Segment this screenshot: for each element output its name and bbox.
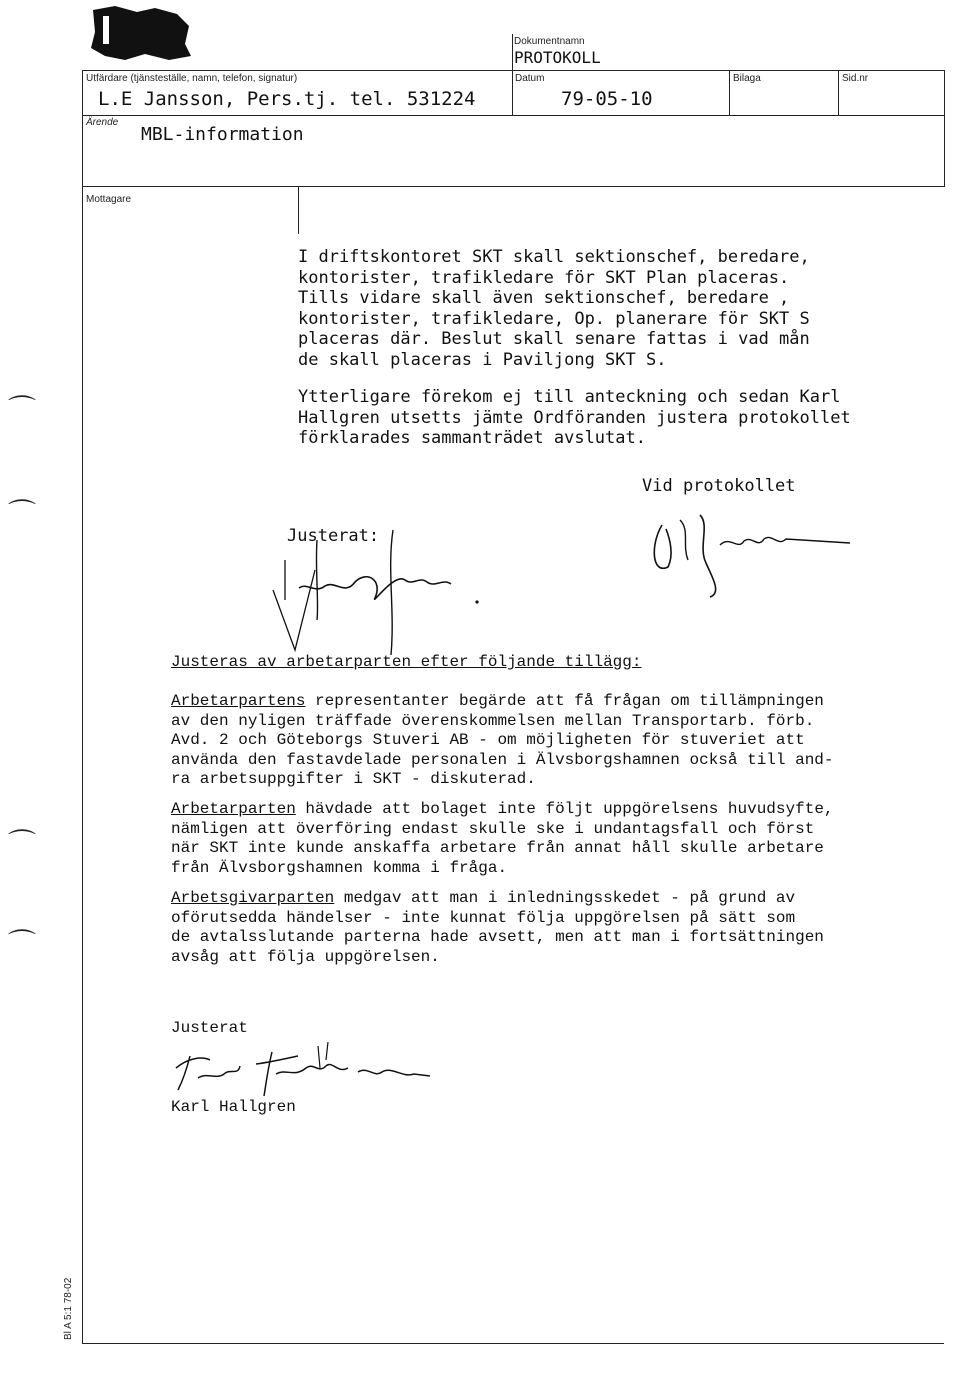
text-line: Tills vidare skall även sektionschef, beredare , [298, 288, 790, 308]
paragraph-2 [298, 387, 851, 449]
margin-mark: ⌒ [8, 827, 37, 860]
addendum-2 [171, 800, 834, 878]
text-line: ra arbetsuppgifter i SKT - diskuterad. [171, 770, 536, 788]
signature-jansson [640, 505, 860, 600]
issuer: L.E Jansson, Pers.tj. tel. 531224 [98, 88, 476, 110]
addendum-3-lead: Arbetsgivarparten [171, 889, 335, 907]
recipient-label: Mottagare [86, 194, 132, 205]
text-line: oförutsedda händelser - inte kunnat följa uppgörelsen på sätt som [171, 908, 796, 927]
margin-mark: ⌒ [8, 927, 37, 960]
subject-label: Ärende [86, 117, 119, 128]
date: 79-05-10 [561, 88, 653, 110]
text-line: Avd. 2 och Göteborgs Stuveri AB - om möjligheten för stuveriet att [171, 731, 805, 749]
margin-mark: ⌒ [8, 393, 37, 426]
text-line: placeras där. Beslut skall senare fattas i vad mån [298, 329, 810, 349]
issuer-label: Utfärdare (tjänsteställe, namn, telefon, signatur) [86, 73, 298, 84]
text-line: från Älvsborgshamnen komma i fråga. [171, 858, 508, 877]
justerat-2-label: Justerat [171, 1019, 248, 1037]
addendum-1-lead: Arbetarpartens [171, 692, 306, 710]
text-line: kontorister, trafikledare för SKT Plan placeras. [298, 267, 790, 288]
text-line: Ytterligare förekom ej till anteckning och sedan Karl [298, 387, 841, 407]
text-line: de skall placeras i Paviljong SKT S. [298, 349, 667, 370]
signature-justerat [255, 510, 485, 660]
text-line: Arbetarpartens representanter begärde att få frågan om tillämpningen [171, 692, 824, 710]
justerat-label: Justerat: [287, 526, 380, 546]
form-code: Bl A 5:1 78-02 [63, 1277, 74, 1340]
paragraph-1 [298, 247, 810, 370]
text-line: avsåg att följa uppgörelsen. [171, 947, 440, 966]
document-name-label: Dokumentnamn [514, 36, 585, 47]
text-line: använda den fastavdelade personalen i Älvsborgshamnen också till and- [171, 750, 834, 769]
addendum-3 [171, 889, 824, 967]
text-line: nämligen att överföring endast skulle ske i undantagsfall och först [171, 819, 815, 838]
text-line: Arbetarparten hävdade att bolaget inte följt uppgörelsens huvudsyfte, [171, 800, 834, 818]
document-name: PROTOKOLL [514, 48, 601, 67]
addendum-1 [171, 692, 834, 790]
subject: MBL-information [141, 124, 304, 145]
text-line: förklarades sammanträdet avslutat. [298, 428, 646, 448]
page-no-label: Sid.nr [842, 73, 869, 84]
logo-mark [85, 4, 195, 64]
margin-mark: ⌒ [8, 497, 37, 530]
attachment-label: Bilaga [733, 73, 761, 84]
logo [85, 4, 195, 64]
text-line: av den nyligen träffade överenskommelsen mellan Transportarb. förb. [171, 711, 815, 730]
signature-hallgren [168, 1038, 438, 1100]
text-line: I driftskontoret SKT skall sektionschef, beredare, [298, 247, 810, 267]
vid-protokollet: Vid protokollet [642, 476, 796, 496]
addendum-2-lead: Arbetarparten [171, 800, 296, 818]
text-line: Hallgren utsetts jämte Ordföranden justera protokollet [298, 407, 851, 428]
text-line: Arbetsgivarparten medgav att man i inledningsskedet - på grund av [171, 889, 796, 907]
text-line: när SKT inte kunde anskaffa arbetare från annat håll skulle arbetare [171, 839, 824, 857]
text-line: de avtalsslutande parterna hade avsett, men att man i fortsättningen [171, 928, 824, 946]
text-line: kontorister, trafikledare, Op. planerare för SKT S [298, 308, 810, 329]
signer-name: Karl Hallgren [171, 1098, 296, 1116]
addendum-heading: Justeras av arbetarparten efter följande tillägg: [171, 653, 642, 671]
date-label: Datum [515, 73, 545, 84]
